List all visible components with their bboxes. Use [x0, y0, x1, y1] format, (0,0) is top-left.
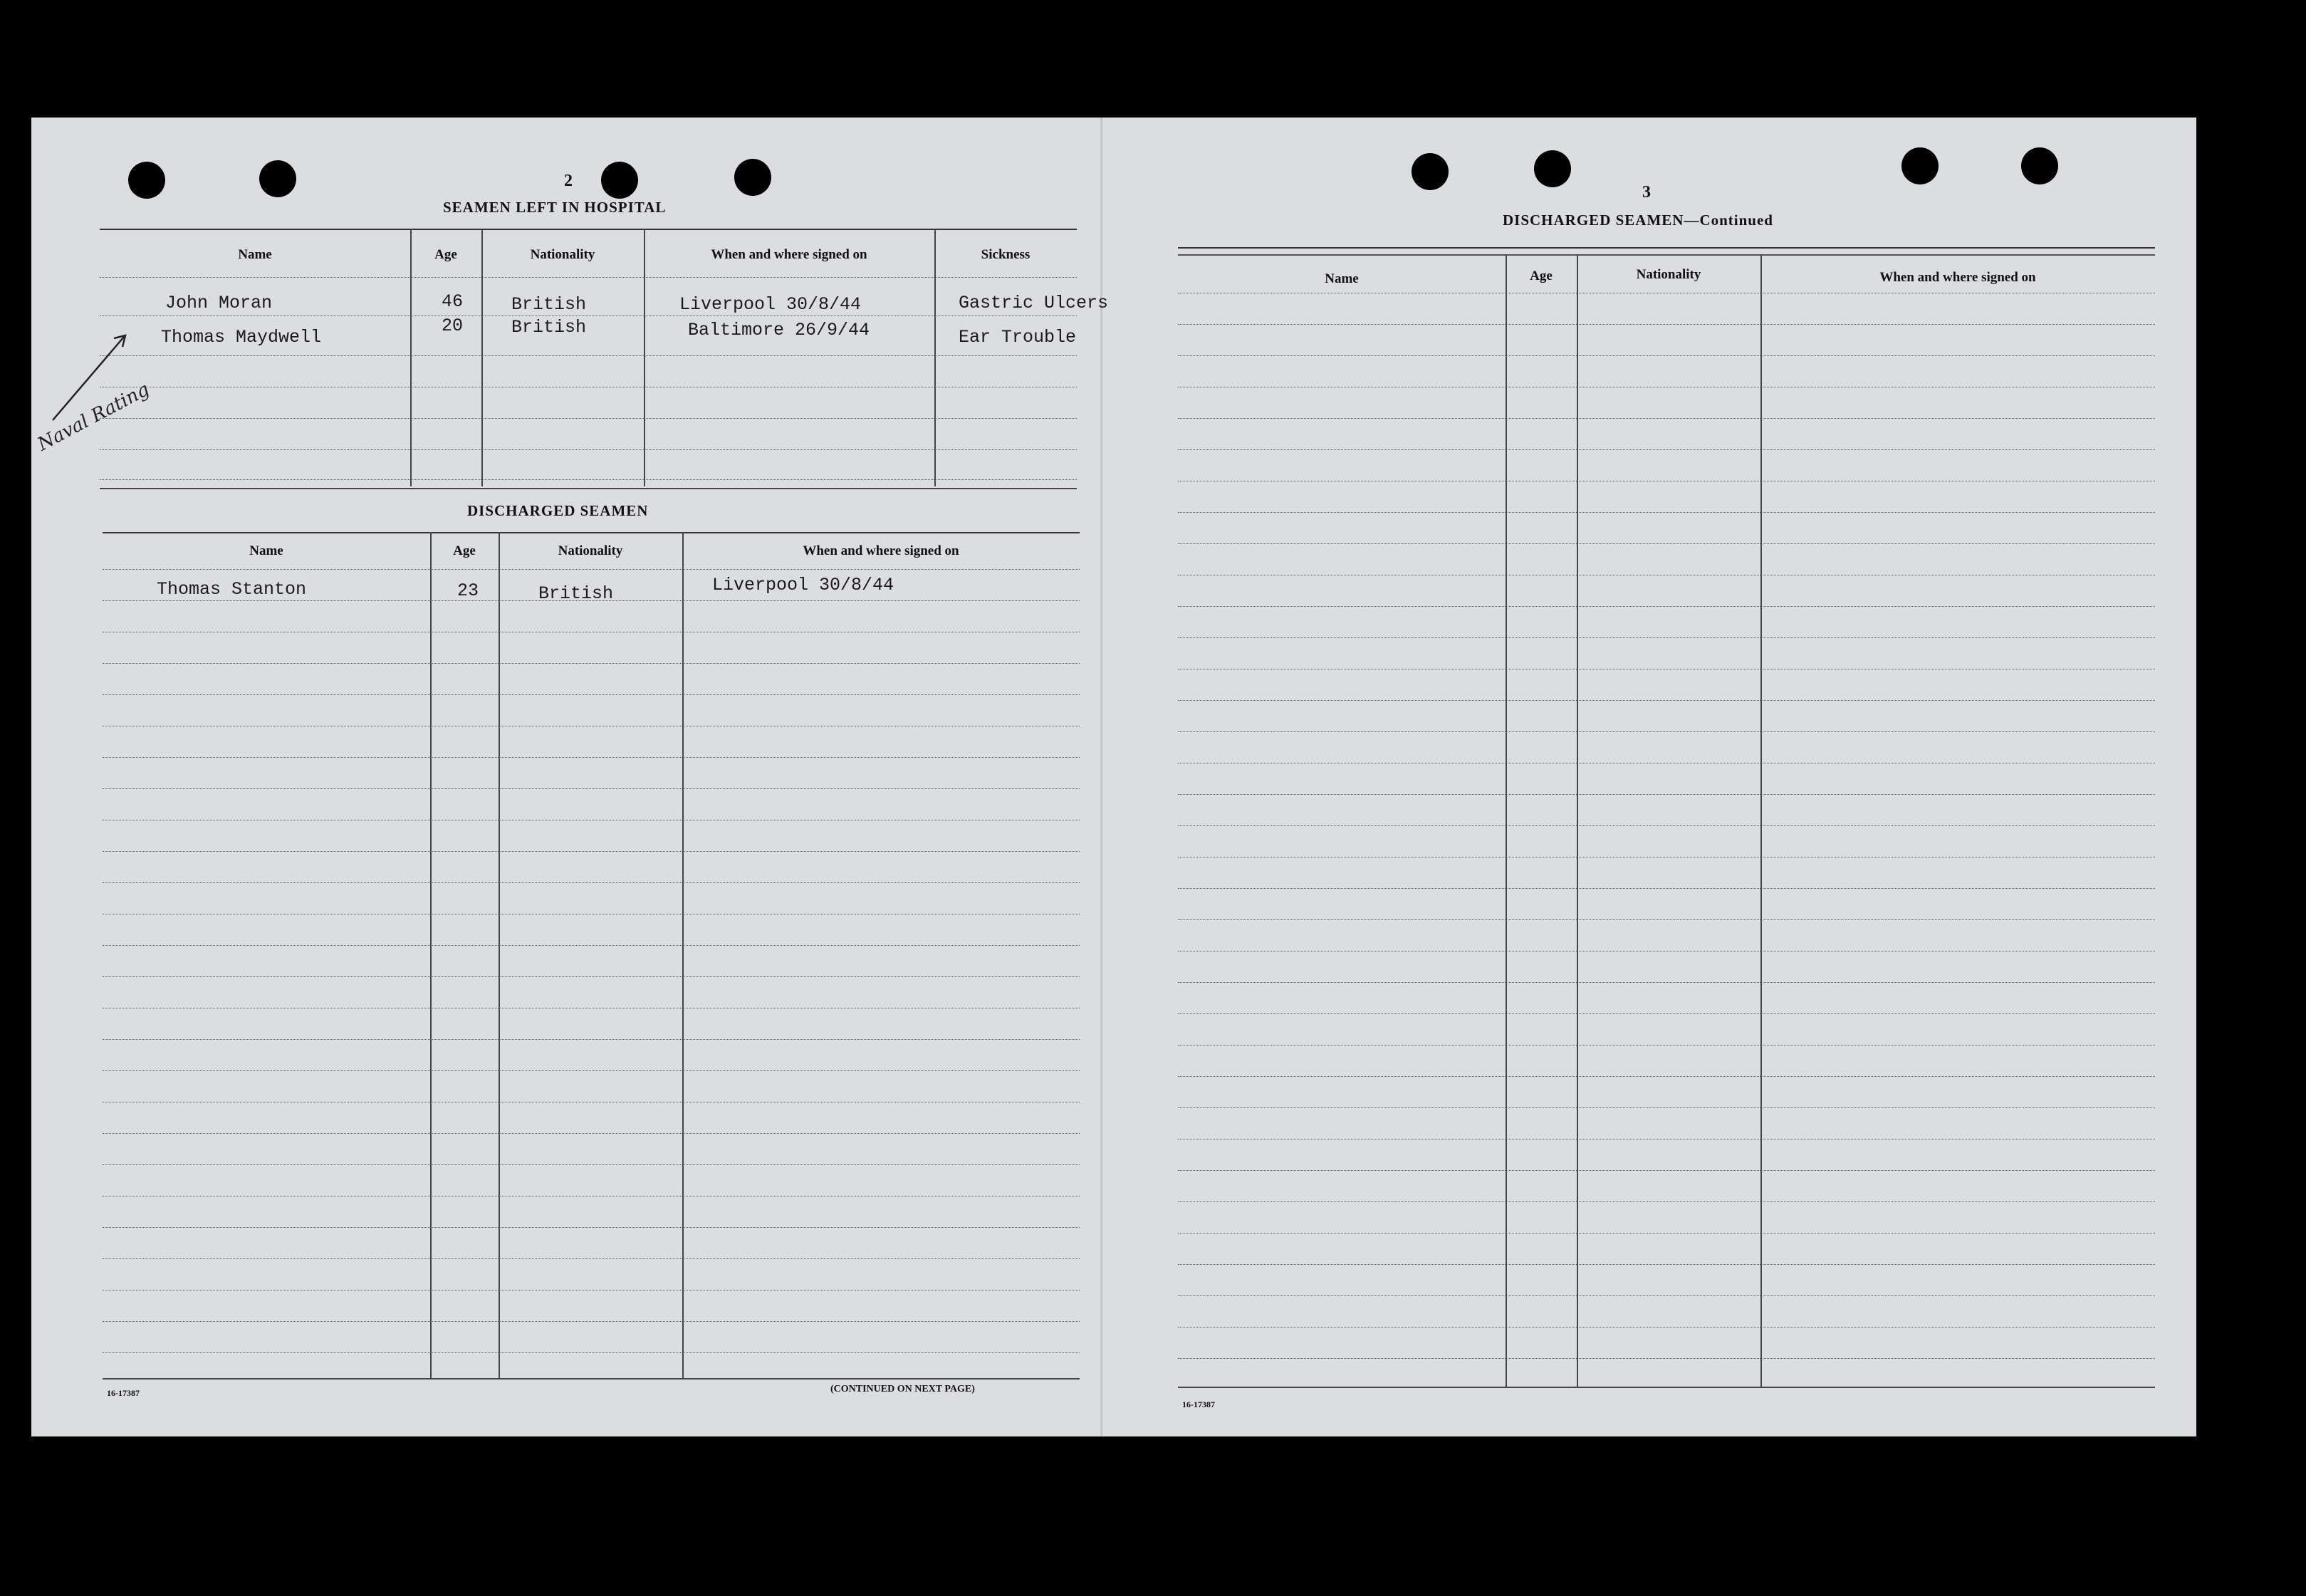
- header-age: Age: [1530, 268, 1553, 283]
- table-row-sickness: Ear Trouble: [959, 327, 1077, 348]
- table-row-nationality: British: [511, 294, 587, 315]
- discharged-continued-title: DISCHARGED SEAMEN—Continued: [1503, 212, 1773, 229]
- page-number-right: 3: [1642, 183, 1651, 202]
- page-number-left: 2: [564, 172, 573, 190]
- table-row-name: Thomas Maydwell: [161, 327, 322, 348]
- table-row-name: John Moran: [165, 293, 273, 313]
- table-row-signed: Baltimore 26/9/44: [688, 320, 870, 340]
- discharged-table: [103, 532, 1080, 1379]
- header-sickness: Sickness: [981, 247, 1031, 262]
- punch-hole: [1901, 147, 1939, 184]
- table-row-sickness: Gastric Ulcers: [959, 293, 1109, 313]
- table-row-name: Thomas Stanton: [157, 579, 307, 600]
- form-number-right: 16-17387: [1182, 1399, 1215, 1409]
- hospital-section-title: SEAMEN LEFT IN HOSPITAL: [443, 199, 667, 216]
- center-fold: [1100, 118, 1102, 1436]
- table-row-age: 46: [442, 291, 464, 312]
- table-row-nationality: British: [538, 583, 614, 604]
- table-row-signed: Liverpool 30/8/44: [712, 575, 894, 595]
- header-nationality: Nationality: [530, 247, 595, 262]
- table-row-signed: Liverpool 30/8/44: [679, 294, 862, 315]
- discharged-continued-table: [1178, 247, 2155, 1394]
- punch-hole: [601, 162, 638, 199]
- document-sheet: [31, 118, 2196, 1436]
- margin-note-naval-rating: Naval Rating: [34, 378, 153, 456]
- header-name: Name: [1325, 271, 1359, 286]
- header-signed: When and where signed on: [711, 247, 867, 262]
- table-row-age: 23: [457, 580, 479, 601]
- punch-hole: [1534, 150, 1571, 187]
- header-age: Age: [453, 543, 476, 558]
- header-name: Name: [249, 543, 283, 558]
- discharged-section-title: DISCHARGED SEAMEN: [467, 502, 649, 519]
- punch-hole: [259, 160, 296, 197]
- header-nationality: Nationality: [1636, 267, 1701, 282]
- header-signed: When and where signed on: [1879, 270, 2036, 285]
- punch-hole: [1412, 153, 1449, 190]
- header-age: Age: [434, 247, 457, 262]
- form-number-left: 16-17387: [107, 1388, 140, 1398]
- punch-hole: [128, 162, 165, 199]
- header-name: Name: [238, 247, 272, 262]
- header-signed: When and where signed on: [803, 543, 959, 558]
- continued-note: (CONTINUED ON NEXT PAGE): [830, 1384, 975, 1394]
- punch-hole: [734, 159, 771, 196]
- table-row-age: 20: [442, 315, 464, 336]
- header-nationality: Nationality: [558, 543, 623, 558]
- table-row-nationality: British: [511, 317, 587, 338]
- punch-hole: [2021, 147, 2058, 184]
